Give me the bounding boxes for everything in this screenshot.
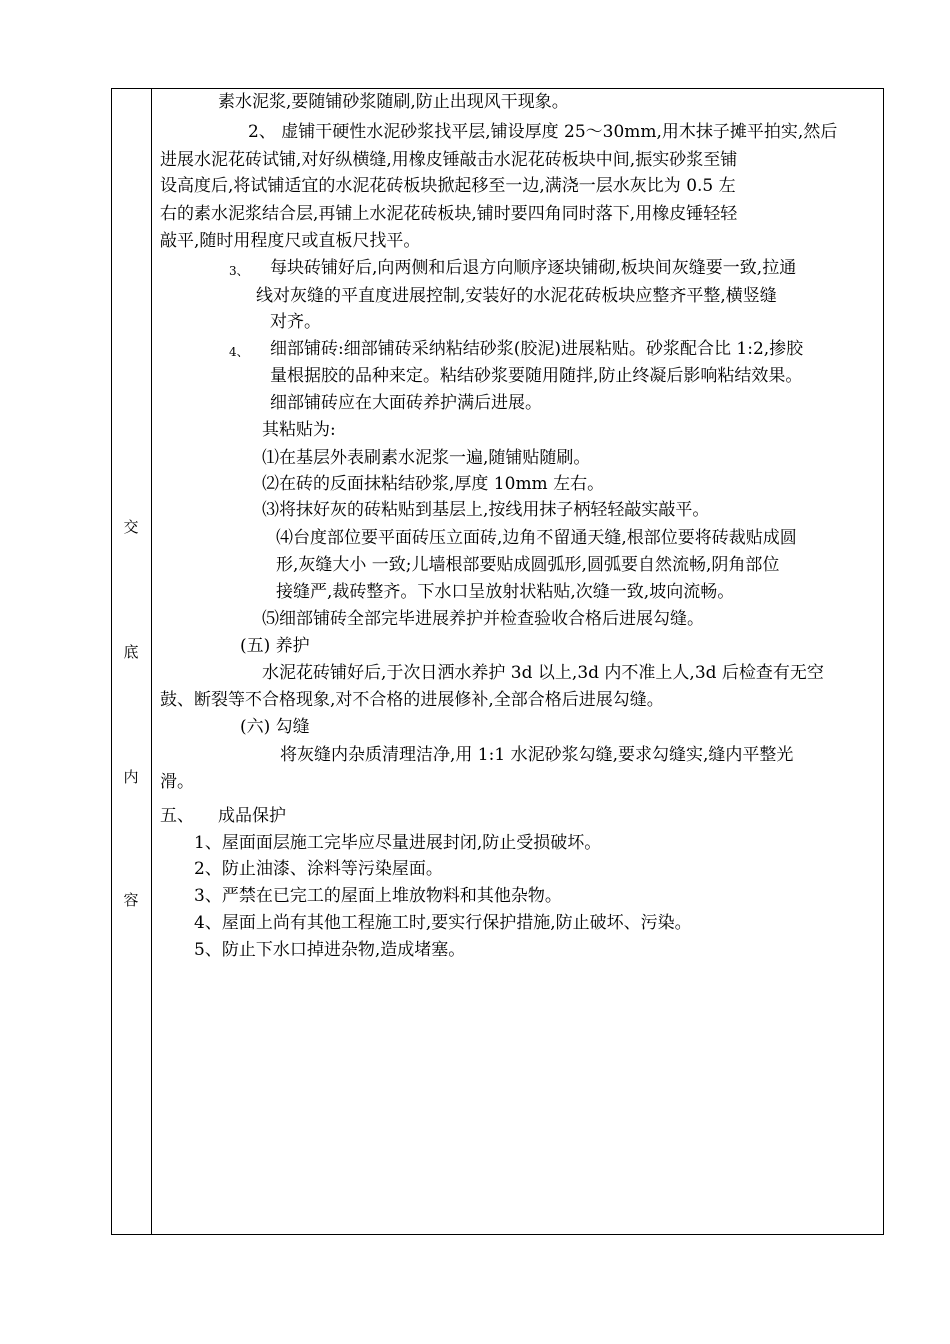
list-item: 1、屋面面层施工完毕应尽量进展封闭,防止受损破坏。 [194,833,602,853]
section-heading: (五) 养护 [240,636,310,656]
item-number: 4、 [229,345,249,359]
text-line: ⑷台度部位要平面砖压立面砖,边角不留通天缝,根部位要将砖裁贴成圆 [276,528,797,548]
text-line: ⑸细部铺砖全部完毕进展养护并检查验收合格后进展勾缝。 [262,609,704,629]
list-item: 5、防止下水口掉进杂物,造成堵塞。 [194,940,466,960]
list-item: 3、严禁在已完工的屋面上堆放物料和其他杂物。 [194,886,562,906]
text-line: 其粘贴为: [262,420,336,440]
text-line: 滑。 [160,772,194,792]
side-label-char: 底 [123,643,139,661]
side-label-char: 内 [123,768,139,786]
item-number: 3、 [229,264,249,278]
text-line: 细部铺砖应在大面砖养护满后进展。 [270,393,542,413]
text-line: 线对灰缝的平直度进展控制,安装好的水泥花砖板块应整齐平整,横竖缝 [256,286,777,306]
section-heading: 成品保护 [218,806,286,826]
text-line: 接缝严,裁砖整齐。下水口呈放射状粘贴,次缝一致,坡向流畅。 [276,582,735,602]
text-line: 水泥花砖铺好后,于次日洒水养护 3d 以上,3d 内不准上人,3d 后检查有无空 [262,663,824,683]
section-heading: (六) 勾缝 [240,717,310,737]
text-line: ⑵在砖的反面抹粘结砂浆,厚度 10mm 左右。 [262,474,605,494]
text-line: 鼓、断裂等不合格现象,对不合格的进展修补,全部合格后进展勾缝。 [160,690,664,710]
side-label-char: 容 [123,891,139,909]
text-line: 2、 虚铺干硬性水泥砂浆找平层,铺设厚度 25～30mm,用木抹子摊平拍实,然后 [248,122,838,142]
text-line: 进展水泥花砖试铺,对好纵横缝,用橡皮锤敲击水泥花砖板块中间,振实砂浆至铺 [160,150,738,170]
text-line: 每块砖铺好后,向两侧和后退方向顺序逐块铺砌,板块间灰缝要一致,拉通 [270,258,797,278]
text-line: ⑴在基层外表刷素水泥浆一遍,随铺贴随刷。 [262,448,591,468]
text-line: 形,灰缝大小 一致;儿墙根部要贴成圆弧形,圆弧要自然流畅,阴角部位 [276,555,780,575]
text-line: 素水泥浆,要随铺砂浆随刷,防止出现风干现象。 [218,92,569,112]
side-label-char: 交 [123,518,139,536]
column-divider [151,88,152,1235]
text-line: 右的素水泥浆结合层,再铺上水泥花砖板块,铺时要四角同时落下,用橡皮锤轻轻 [160,204,738,224]
text-line: 细部铺砖:细部铺砖采纳粘结砂浆(胶泥)进展粘贴。砂浆配合比 1:2,掺胶 [270,339,804,359]
text-line: 量根据胶的品种来定。粘结砂浆要随用随拌,防止终凝后影响粘结效果。 [270,366,803,386]
text-line: 设高度后,将试铺适宜的水泥花砖板块掀起移至一边,满浇一层水灰比为 0.5 左 [160,176,736,196]
list-item: 4、屋面上尚有其他工程施工时,要实行保护措施,防止破坏、污染。 [194,913,692,933]
section-number: 五、 [160,806,194,826]
text-line: 敲平,随时用程度尺或直板尺找平。 [160,231,421,251]
text-line: 将灰缝内杂质清理洁净,用 1:1 水泥砂浆勾缝,要求勾缝实,缝内平整光 [280,745,794,765]
text-line: 对齐。 [270,312,321,332]
text-line: ⑶将抹好灰的砖粘贴到基层上,按线用抹子柄轻轻敲实敲平。 [262,500,710,520]
list-item: 2、防止油漆、涂料等污染屋面。 [194,859,443,879]
